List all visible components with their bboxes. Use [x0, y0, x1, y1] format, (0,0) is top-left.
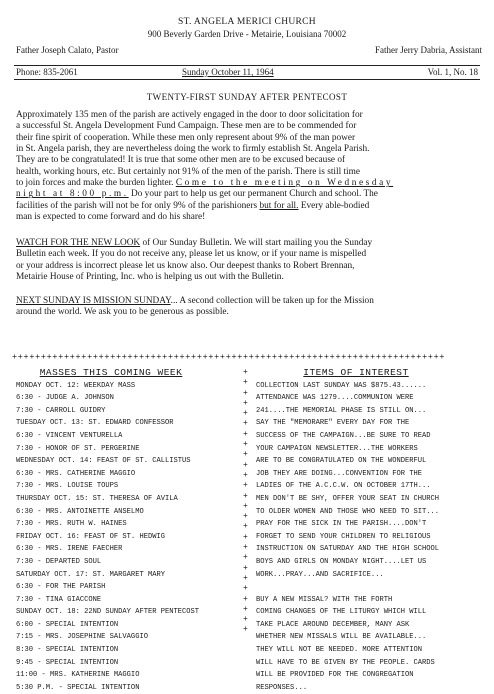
item-line: COLLECTION LAST SUNDAY WAS $875.43...... — [256, 381, 427, 390]
pastor-name: Father Joseph Calato, Pastor — [16, 45, 119, 55]
sunday-title: TWENTY-FIRST SUNDAY AFTER PENTECOST — [146, 92, 348, 102]
mass-line: 6:30 - JUDGE A. JOHNSON — [16, 394, 114, 403]
mass-line: 6:30 - MRS. ANTOINETTE ANSELMO — [16, 507, 144, 516]
mass-line: FRIDAY OCT. 16: FEAST OF ST. HEDWIG — [16, 532, 165, 541]
item-line: MEN DON'T BE SHY, OFFER YOUR SEAT IN CHURCH — [256, 494, 440, 503]
text-run: ... A second collection will be taken up for the Mission — [170, 296, 374, 306]
item-line: 241....THE MEMORIAL PHASE IS STILL ON... — [256, 406, 427, 415]
plus-column-divider: + + + + + + + + + + + + + + + + + + + + + + + + + + — [243, 368, 248, 635]
mass-line: 7:30 - DEPARTED SOUL — [16, 557, 102, 566]
mass-line: THURSDAY OCT. 15: ST. THERESA OF AVILA — [16, 494, 178, 503]
mass-line: 7:30 - CARROLL GUIDRY — [16, 406, 106, 415]
section-lead: WATCH FOR THE NEW LOOK — [16, 238, 141, 248]
item-line: THEY WILL NOT BE NEEDED. MORE ATTENTION — [256, 646, 423, 655]
meeting-callout: Come to the meeting on Wednesday — [175, 178, 394, 189]
bulletin-date: Sunday October 11, 1964 — [182, 67, 274, 77]
item-line: JOB THEY ARE DOING...CONVENTION FOR THE — [256, 469, 423, 478]
item-line: PRAY FOR THE SICK IN THE PARISH....DON'T — [256, 520, 427, 529]
paragraph-line: Bulletin each week. If you do not receive any, please let us know, or if your name is mispelled — [16, 249, 367, 260]
item-line: WILL HAVE TO BE GIVEN BY THE PEOPLE. CARDS — [256, 658, 435, 667]
items-title: ITEMS OF INTEREST — [303, 367, 409, 378]
paragraph-line: around the world. We ask you to be generous as possible. — [16, 307, 229, 318]
text-run: Do your part to help us get our permanent Church and school. The — [130, 189, 378, 200]
mass-line: 7:30 - MRS. RUTH W. HAINES — [16, 520, 127, 529]
mass-line: MONDAY OCT. 12: WEEKDAY MASS — [16, 381, 136, 390]
paragraph-line — [16, 178, 484, 189]
item-line: TO OLDER WOMEN AND THOSE WHO NEED TO SIT... — [256, 507, 440, 516]
text-run: to join forces and make the burden lighter. — [16, 178, 174, 189]
mass-line: 6:30 - VINCENT VENTURELLA — [16, 431, 123, 440]
masses-title: MASSES THIS COMING WEEK — [39, 367, 183, 378]
item-line: FORGET TO SEND YOUR CHILDREN TO RELIGIOUS — [256, 532, 431, 541]
paragraph-line: a successful St. Angela Development Fund Campaign. These men are to be commended for — [16, 121, 357, 132]
emphasis-text: but for all. — [259, 200, 299, 211]
item-line: SAY THE "MEMORARE" EVERY DAY FOR THE — [256, 419, 410, 428]
meeting-time: night at 8:00 p.m. — [16, 189, 129, 200]
paragraph-line — [16, 189, 484, 200]
paragraph-line: in St. Angela parish, they are nevertheless doing the work to firmly establish St. Angela Parish. — [16, 144, 370, 155]
mass-line: SUNDAY OCT. 18: 22ND SUNDAY AFTER PENTECOST — [16, 608, 200, 617]
plus-divider: +++++++++++++++++++++++++++++++++++++++++++++++++++++++++++++++++++++++++++ — [12, 352, 446, 362]
item-line: YOUR CAMPAIGN NEWSLETTER...THE WORKERS — [256, 444, 418, 453]
phone-number: Phone: 835-2061 — [16, 67, 78, 77]
mass-line: 11:00 - MRS. KATHERINE MAGGIO — [16, 671, 140, 680]
text-run: of Our Sunday Bulletin. We will start mailing you the Sunday — [142, 238, 373, 248]
paragraph-new-look — [16, 238, 484, 283]
section-lead: NEXT SUNDAY IS MISSION SUNDAY — [16, 296, 171, 306]
paragraph-line — [16, 201, 484, 212]
text-run: facilities of the parish will not be for only 9% of the parishioners — [16, 200, 258, 211]
paragraph-line: health, working hours, etc. But certainly not 91% of the men of the parish. There is still time — [16, 166, 360, 177]
item-line: COMING CHANGES OF THE LITURGY WHICH WILL — [256, 608, 427, 617]
masses-column — [16, 367, 240, 694]
item-line: INSTRUCTION ON SATURDAY AND THE HIGH SCHOOL — [256, 545, 440, 554]
item-line: TAKE PLACE AROUND DECEMBER, MANY ASK — [256, 620, 410, 629]
item-line: ATTENDANCE WAS 1279....COMMUNION WERE — [256, 394, 414, 403]
item-line: WILL BE PROVIDED FOR THE CONGREGATION — [256, 671, 414, 680]
mass-line: 6:30 - MRS. IRENE FAECHER — [16, 545, 123, 554]
paragraph-campaign — [16, 110, 484, 223]
paragraph-line: their fine spirit of cooperation. While these men only represent about 9% of the man power — [16, 132, 356, 143]
paragraph-mission — [16, 296, 484, 319]
mass-line: 7:30 - HONOR OF ST. PERGERINE — [16, 444, 140, 453]
mass-line: 7:30 - MRS. LOUISE TOUPS — [16, 482, 119, 491]
item-line: WORK...PRAY...AND SACRIFICE... — [256, 570, 384, 579]
mass-line: 9:45 - SPECIAL INTENTION — [16, 658, 119, 667]
item-line: LADIES OF THE A.C.C.W. ON OCTOBER 17TH... — [256, 482, 431, 491]
church-address: 900 Beverly Garden Drive - Metairie, Louisiana 70002 — [147, 29, 347, 39]
mass-line: WEDNESDAY OCT. 14: FEAST OF ST. CALLISTUS — [16, 457, 191, 466]
mass-line: TUESDAY OCT. 13: ST. EDWARD CONFESSOR — [16, 419, 174, 428]
item-line: RESPONSES... — [256, 683, 308, 692]
paragraph-line: They are to be congratulated! It is true that some other men are to be excused because of — [16, 155, 346, 166]
paragraph-line: man is expected to come forward and do his share! — [16, 212, 206, 223]
item-line: WHETHER NEW MISSALS WILL BE AVAILABLE... — [256, 633, 427, 642]
info-bar — [14, 65, 480, 80]
items-column — [256, 367, 486, 694]
mass-line: 6:30 - MRS. CATHERINE MAGGIO — [16, 469, 136, 478]
volume-number: Vol. 1, No. 18 — [427, 67, 478, 77]
assistant-name: Father Jerry Dabria, Assistant — [375, 45, 482, 55]
church-name: ST. ANGELA MERICI CHURCH — [178, 17, 316, 27]
paragraph-line — [16, 296, 484, 307]
paragraph-line: Approximately 135 men of the parish are actively engaged in the door to door solicitation for — [16, 110, 363, 120]
text-run: Every able-bodied — [300, 200, 370, 211]
mass-line: 6:00 - SPECIAL INTENTION — [16, 620, 119, 629]
item-line: BUY A NEW MISSAL? WITH THE FORTH — [256, 595, 393, 604]
paragraph-line: or your address is incorrect please let us know also. Our deepest thanks to Robert Brennan, — [16, 260, 355, 271]
mass-line: 8:30 - SPECIAL INTENTION — [16, 646, 119, 655]
item-line: BOYS AND GIRLS ON MONDAY NIGHT....LET US — [256, 557, 427, 566]
paragraph-line — [16, 238, 484, 249]
item-line: SUCCESS OF THE CAMPAIGN...BE SURE TO READ — [256, 431, 431, 440]
mass-line: 5:30 P.M. - SPECIAL INTENTION — [16, 683, 140, 692]
item-line: ARE TO BE CONGRATULATED ON THE WONDERFUL — [256, 457, 427, 466]
item-line — [256, 581, 486, 594]
mass-line: 7:30 - TINA GIACCONE — [16, 595, 102, 604]
paragraph-line: Metairie House of Printing, Inc. who is helping us out with the Bulletin. — [16, 272, 284, 283]
mass-line: 6:30 - FOR THE PARISH — [16, 583, 106, 592]
mass-line: 7:15 - MRS. JOSEPHINE SALVAGGIO — [16, 633, 148, 642]
mass-line: SATURDAY OCT. 17: ST. MARGARET MARY — [16, 570, 165, 579]
